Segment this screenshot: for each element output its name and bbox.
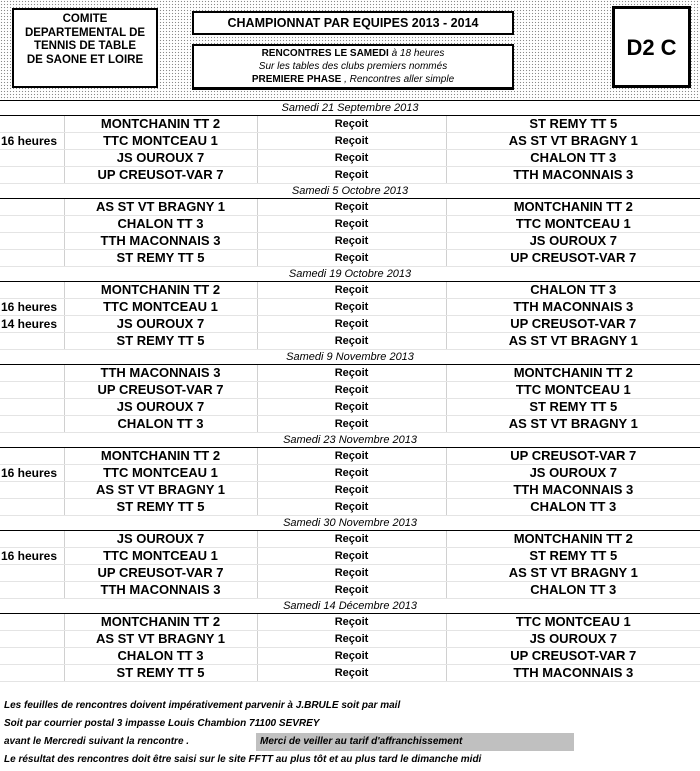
away-team: CHALON TT 3 xyxy=(446,582,700,599)
match-row xyxy=(0,299,700,316)
away-team: JS OUROUX 7 xyxy=(446,465,700,482)
info-line-1: RENCONTRES LE SAMEDI à 18 heures xyxy=(261,48,445,59)
match-time xyxy=(0,199,64,216)
match-row xyxy=(0,233,700,250)
home-team: ST REMY TT 5 xyxy=(64,333,257,350)
match-time xyxy=(0,250,64,267)
home-team: ST REMY TT 5 xyxy=(64,250,257,267)
match-action: Reçoit xyxy=(257,631,446,648)
match-time xyxy=(0,365,64,382)
round-date: Samedi 30 Novembre 2013 xyxy=(0,516,700,531)
match-time: 16 heures xyxy=(0,133,64,150)
match-action: Reçoit xyxy=(257,465,446,482)
round-date-row xyxy=(0,184,700,199)
home-team: TTC MONTCEAU 1 xyxy=(64,299,257,316)
away-team: TTH MACONNAIS 3 xyxy=(446,482,700,499)
match-time: 14 heures xyxy=(0,316,64,333)
footer-line-3 xyxy=(0,733,700,751)
match-action: Reçoit xyxy=(257,333,446,350)
match-row xyxy=(0,631,700,648)
match-row xyxy=(0,565,700,582)
home-team: AS ST VT BRAGNY 1 xyxy=(64,631,257,648)
match-row xyxy=(0,416,700,433)
match-time xyxy=(0,150,64,167)
match-row xyxy=(0,365,700,382)
match-time xyxy=(0,482,64,499)
schedule-body xyxy=(0,101,700,682)
home-team: AS ST VT BRAGNY 1 xyxy=(64,482,257,499)
home-team: TTC MONTCEAU 1 xyxy=(64,465,257,482)
home-team: MONTCHANIN TT 2 xyxy=(64,282,257,299)
footer-notes xyxy=(0,697,700,769)
away-team: MONTCHANIN TT 2 xyxy=(446,365,700,382)
info-line-3: PREMIERE PHASE , Rencontres aller simple xyxy=(251,74,455,85)
home-team: MONTCHANIN TT 2 xyxy=(64,448,257,465)
match-row xyxy=(0,582,700,599)
match-action: Reçoit xyxy=(257,531,446,548)
round-date: Samedi 14 Décembre 2013 xyxy=(0,599,700,614)
home-team: UP CREUSOT-VAR 7 xyxy=(64,382,257,399)
match-time xyxy=(0,582,64,599)
home-team: AS ST VT BRAGNY 1 xyxy=(64,199,257,216)
away-team: UP CREUSOT-VAR 7 xyxy=(446,648,700,665)
home-team: TTC MONTCEAU 1 xyxy=(64,133,257,150)
home-team: JS OUROUX 7 xyxy=(64,316,257,333)
match-row xyxy=(0,167,700,184)
match-row xyxy=(0,531,700,548)
away-team: AS ST VT BRAGNY 1 xyxy=(446,333,700,350)
away-team: CHALON TT 3 xyxy=(446,282,700,299)
committee-line: DE SAONE ET LOIRE xyxy=(26,53,144,66)
home-team: TTC MONTCEAU 1 xyxy=(64,548,257,565)
home-team: ST REMY TT 5 xyxy=(64,665,257,682)
home-team: MONTCHANIN TT 2 xyxy=(64,116,257,133)
away-team: CHALON TT 3 xyxy=(446,499,700,516)
home-team: ST REMY TT 5 xyxy=(64,499,257,516)
match-row xyxy=(0,133,700,150)
away-team: ST REMY TT 5 xyxy=(446,399,700,416)
round-date-row xyxy=(0,516,700,531)
away-team: TTH MACONNAIS 3 xyxy=(446,665,700,682)
footer-line-1: Les feuilles de rencontres doivent impérativement parvenir à J.BRULE soit par mail xyxy=(4,700,401,711)
match-action: Reçoit xyxy=(257,199,446,216)
round-date: Samedi 23 Novembre 2013 xyxy=(0,433,700,448)
match-action: Reçoit xyxy=(257,648,446,665)
match-action: Reçoit xyxy=(257,233,446,250)
match-time xyxy=(0,648,64,665)
match-row xyxy=(0,665,700,682)
match-action: Reçoit xyxy=(257,133,446,150)
match-row xyxy=(0,614,700,631)
match-row xyxy=(0,282,700,299)
home-team: UP CREUSOT-VAR 7 xyxy=(64,167,257,184)
match-time xyxy=(0,499,64,516)
match-time xyxy=(0,233,64,250)
committee-line: DEPARTEMENTAL DE xyxy=(24,26,146,39)
match-row xyxy=(0,448,700,465)
match-action: Reçoit xyxy=(257,382,446,399)
match-action: Reçoit xyxy=(257,216,446,233)
away-team: MONTCHANIN TT 2 xyxy=(446,531,700,548)
home-team: JS OUROUX 7 xyxy=(64,150,257,167)
info-line-2: Sur les tables des clubs premiers nommés xyxy=(258,61,448,72)
match-row xyxy=(0,333,700,350)
match-time: 16 heures xyxy=(0,465,64,482)
footer-line-4: Le résultat des rencontres doit être saisi sur le site FFTT au plus tôt et au plus tard le dimanche midi xyxy=(4,754,482,765)
match-action: Reçoit xyxy=(257,365,446,382)
match-action: Reçoit xyxy=(257,299,446,316)
away-team: TTC MONTCEAU 1 xyxy=(446,614,700,631)
home-team: CHALON TT 3 xyxy=(64,416,257,433)
match-time xyxy=(0,631,64,648)
round-date: Samedi 19 Octobre 2013 xyxy=(0,267,700,282)
match-time xyxy=(0,665,64,682)
match-action: Reçoit xyxy=(257,150,446,167)
match-row xyxy=(0,399,700,416)
away-team: UP CREUSOT-VAR 7 xyxy=(446,448,700,465)
match-row xyxy=(0,216,700,233)
match-time: 16 heures xyxy=(0,299,64,316)
footer-line-2: Soit par courrier postal 3 impasse Louis Chambion 71100 SEVREY xyxy=(4,718,320,729)
match-action: Reçoit xyxy=(257,482,446,499)
match-time xyxy=(0,399,64,416)
away-team: TTC MONTCEAU 1 xyxy=(446,382,700,399)
away-team: MONTCHANIN TT 2 xyxy=(446,199,700,216)
match-time xyxy=(0,216,64,233)
match-time xyxy=(0,565,64,582)
postage-note: Merci de veiller au tarif d'affranchissement xyxy=(256,733,574,751)
round-date: Samedi 9 Novembre 2013 xyxy=(0,350,700,365)
match-time xyxy=(0,448,64,465)
round-date: Samedi 5 Octobre 2013 xyxy=(0,184,700,199)
championship-title: CHAMPIONNAT PAR EQUIPES 2013 - 2014 xyxy=(192,11,514,35)
away-team: UP CREUSOT-VAR 7 xyxy=(446,316,700,333)
match-time xyxy=(0,167,64,184)
match-action: Reçoit xyxy=(257,316,446,333)
match-time xyxy=(0,333,64,350)
committee-line: TENNIS DE TABLE xyxy=(33,40,136,52)
match-row xyxy=(0,382,700,399)
match-action: Reçoit xyxy=(257,565,446,582)
away-team: JS OUROUX 7 xyxy=(446,631,700,648)
match-row xyxy=(0,316,700,333)
match-action: Reçoit xyxy=(257,499,446,516)
match-row xyxy=(0,116,700,133)
schedule-table xyxy=(0,100,700,682)
committee-line: COMITE xyxy=(62,13,108,25)
home-team: TTH MACONNAIS 3 xyxy=(64,233,257,250)
match-action: Reçoit xyxy=(257,250,446,267)
info-box xyxy=(192,44,514,90)
match-row xyxy=(0,250,700,267)
match-action: Reçoit xyxy=(257,167,446,184)
match-row xyxy=(0,548,700,565)
match-time: 16 heures xyxy=(0,548,64,565)
match-action: Reçoit xyxy=(257,614,446,631)
away-team: ST REMY TT 5 xyxy=(446,116,700,133)
match-row xyxy=(0,499,700,516)
match-action: Reçoit xyxy=(257,448,446,465)
match-row xyxy=(0,150,700,167)
match-action: Reçoit xyxy=(257,582,446,599)
match-row xyxy=(0,199,700,216)
home-team: JS OUROUX 7 xyxy=(64,531,257,548)
match-row xyxy=(0,482,700,499)
home-team: UP CREUSOT-VAR 7 xyxy=(64,565,257,582)
away-team: AS ST VT BRAGNY 1 xyxy=(446,133,700,150)
away-team: UP CREUSOT-VAR 7 xyxy=(446,250,700,267)
match-action: Reçoit xyxy=(257,548,446,565)
match-row xyxy=(0,465,700,482)
match-time xyxy=(0,614,64,631)
match-action: Reçoit xyxy=(257,665,446,682)
away-team: ST REMY TT 5 xyxy=(446,548,700,565)
match-time xyxy=(0,282,64,299)
schedule-table-wrapper xyxy=(0,100,700,693)
match-action: Reçoit xyxy=(257,116,446,133)
home-team: MONTCHANIN TT 2 xyxy=(64,614,257,631)
away-team: TTH MACONNAIS 3 xyxy=(446,167,700,184)
home-team: TTH MACONNAIS 3 xyxy=(64,365,257,382)
match-action: Reçoit xyxy=(257,416,446,433)
home-team: TTH MACONNAIS 3 xyxy=(64,582,257,599)
away-team: CHALON TT 3 xyxy=(446,150,700,167)
away-team: AS ST VT BRAGNY 1 xyxy=(446,565,700,582)
header-band xyxy=(0,0,700,100)
away-team: AS ST VT BRAGNY 1 xyxy=(446,416,700,433)
match-time xyxy=(0,416,64,433)
footer-line-3-text: avant le Mercredi suivant la rencontre . xyxy=(4,736,190,747)
round-date-row xyxy=(0,101,700,116)
round-date-row xyxy=(0,599,700,614)
match-time xyxy=(0,382,64,399)
away-team: TTC MONTCEAU 1 xyxy=(446,216,700,233)
match-action: Reçoit xyxy=(257,399,446,416)
match-action: Reçoit xyxy=(257,282,446,299)
home-team: CHALON TT 3 xyxy=(64,216,257,233)
away-team: TTH MACONNAIS 3 xyxy=(446,299,700,316)
division-badge: D2 C xyxy=(612,6,691,88)
match-row xyxy=(0,648,700,665)
round-date-row xyxy=(0,350,700,365)
home-team: CHALON TT 3 xyxy=(64,648,257,665)
round-date-row xyxy=(0,433,700,448)
match-time xyxy=(0,116,64,133)
match-time xyxy=(0,531,64,548)
committee-box xyxy=(12,8,158,88)
home-team: JS OUROUX 7 xyxy=(64,399,257,416)
round-date: Samedi 21 Septembre 2013 xyxy=(0,101,700,116)
round-date-row xyxy=(0,267,700,282)
away-team: JS OUROUX 7 xyxy=(446,233,700,250)
